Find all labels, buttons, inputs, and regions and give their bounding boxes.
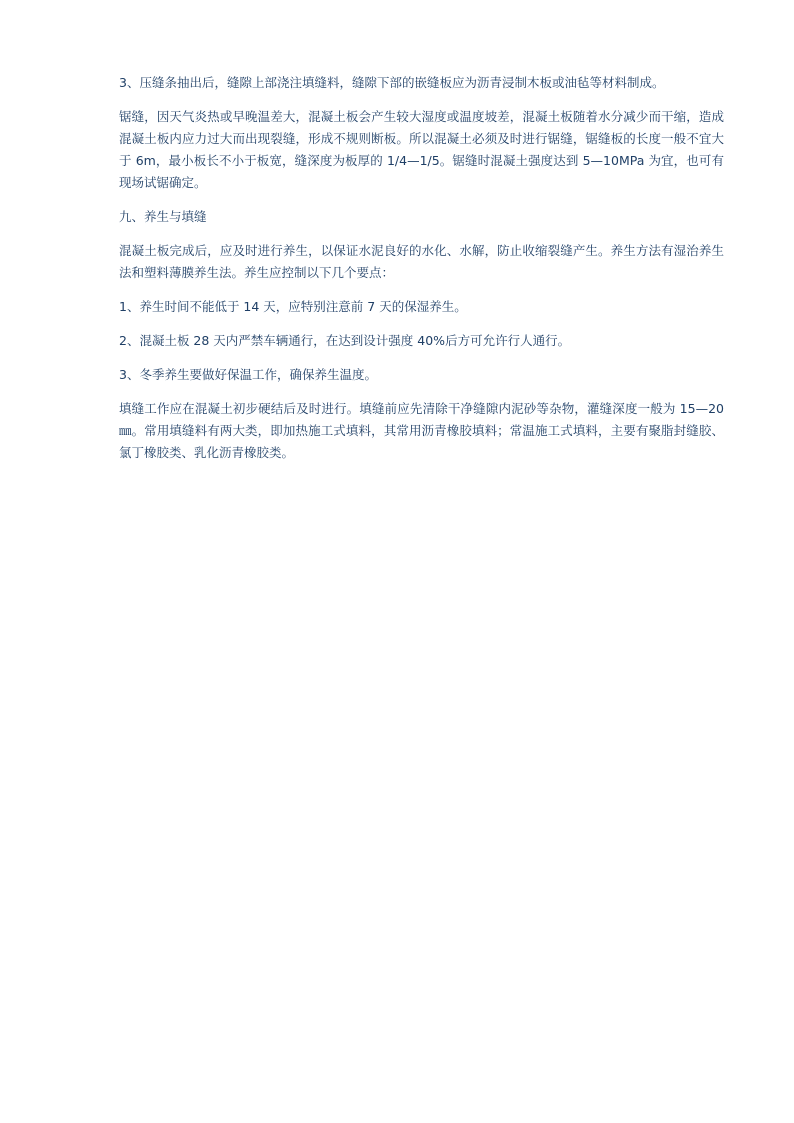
- paragraph-curing-intro: 混凝土板完成后，应及时进行养生，以保证水泥良好的水化、水解，防止收缩裂缝产生。养生方法有湿治养生法和塑料薄膜养生法。养生应控制以下几个要点：: [119, 243, 724, 280]
- paragraph-joint-filling: 填缝工作应在混凝土初步硬结后及时进行。填缝前应先清除干净缝隙内泥砂等杂物，灌缝深度一般为 15—20㎜。常用填缝料有两大类，即加热施工式填料，其常用沥青橡胶填料；常温施工式填料，主要有聚脂封缝胶、氯丁橡胶类、乳化沥青橡胶类。: [119, 401, 724, 460]
- paragraph-saw-cutting: 锯缝，因天气炎热或早晚温差大，混凝土板会产生较大湿度或温度坡差，混凝土板随着水分减少而干缩，造成混凝土板内应力过大而出现裂缝，形成不规则断板。所以混凝土必须及时进行锯缝，锯缝板的长度一般不宜大于 6m，最小板长不小于板宽，缝深度为板厚的 1/4—1/5。锯缝时混凝土强度达到 5—10MPa 为宜，也可有现场试锯确定。: [119, 109, 724, 190]
- list-item-traffic-restriction: 2、混凝土板 28 天内严禁车辆通行，在达到设计强度 40%后方可允许行人通行。: [119, 333, 571, 348]
- section-heading-curing-and-filling: 九、养生与填缝: [119, 209, 207, 224]
- list-item-curing-time: 1、养生时间不能低于 14 天，应特别注意前 7 天的保湿养生。: [119, 299, 467, 314]
- paragraph-joint-filling-step3: 3、压缝条抽出后，缝隙上部浇注填缝料，缝隙下部的嵌缝板应为沥青浸制木板或油毡等材料制成。: [119, 75, 665, 90]
- document-body: [119, 72, 724, 476]
- list-item-winter-curing: 3、冬季养生要做好保温工作，确保养生温度。: [119, 367, 377, 382]
